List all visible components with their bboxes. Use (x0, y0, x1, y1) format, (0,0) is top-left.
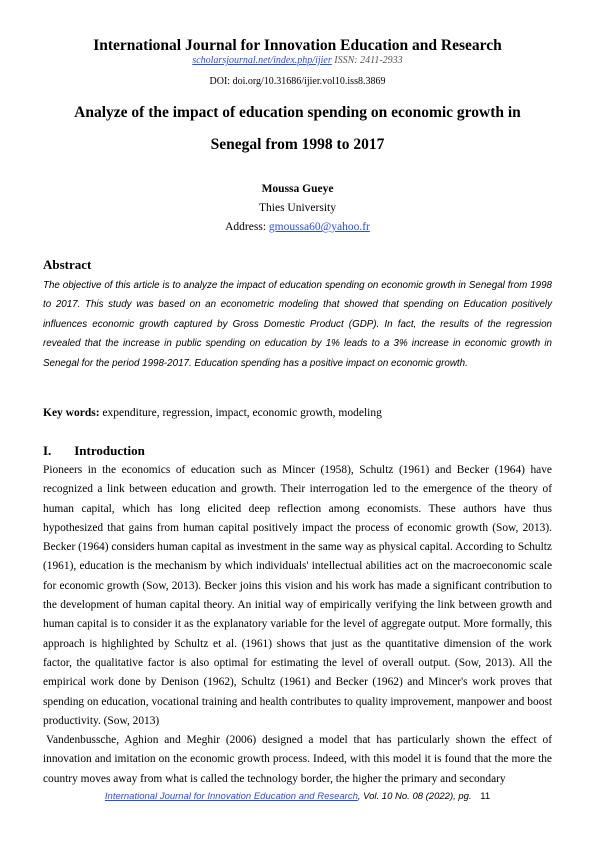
section-title: Introduction (74, 443, 145, 458)
journal-url-link[interactable]: scholarsjournal.net/index.php/ijier (192, 55, 332, 66)
section-body (43, 461, 552, 789)
journal-title: International Journal for Innovation Education and Research (93, 37, 502, 54)
keywords-label: Key words: (43, 407, 100, 419)
paragraph: Pioneers in the economics of education such as Mincer (1958), Schultz (1961) and Becker (1964) have recognized a link between education and growth. Their interrogation led to the emergence of the theory of human capital, which has long elicited deep reflection among economists. These authors have thus hypothesized that gains from human capital positively impact the process of economic growth (Sow, 2013). Becker (1964) considers human capital as investment in the same way as physical capital. According to Schultz (1961), education is the mechanism by which individuals' intellectual abilities act on the macroeconomic scale for economic growth (Sow, 2013). Becker joins this vision and his work has made a significant contribution to the development of human capital theory. An initial way of empirically verifying the link between growth and human capital is to consider it as the explanatory variable for the level of aggregate output. More formally, this approach is highlighted by Schultz et al. (1961) shows that just as the quantitative dimension of the work factor, the qualitative factor is also optimal for estimating the level of overall output. (Sow, 2013). All the empirical work done by Denison (1962), Schultz (1961) and Becker (1962) and Mincer's work proves that spending on education, vocational training and health contributes to quality improvement, manpower and boost productivity. (Sow, 2013) (43, 464, 552, 727)
author-affiliation: Thies University (259, 202, 336, 214)
page-number: 11 (480, 791, 491, 802)
author-name: Moussa Gueye (261, 183, 334, 195)
abstract-text: The objective of this article is to analyze the impact of education spending on economic growth in Senegal from 1998 to 2017. This study was based on an econometric modeling that showed that spending on Education positively influences economic growth captured by Gross Domestic Product (GDP). In fact, the results of the regression revealed that the increase in public spending on education by 1% leads to a 3% increase in economic growth in Senegal for the period 1998-2017. Education spending has a positive impact on economic growth. (43, 280, 552, 369)
paper-title-line1: Analyze of the impact of education spending on economic growth in (74, 104, 521, 121)
footer-journal-link[interactable]: International Journal for Innovation Education and Research (104, 791, 358, 802)
issn: ISSN: 2411-2933 (334, 55, 403, 66)
author-email-link[interactable]: gmoussa60@yahoo.fr (268, 221, 370, 233)
doi: DOI: doi.org/10.31686/ijier.vol10.iss8.3869 (209, 76, 386, 87)
section-number: I. (43, 443, 52, 458)
author-address (0, 221, 595, 233)
section-heading (43, 443, 145, 459)
page-footer (0, 791, 595, 802)
address-label: Address: (225, 221, 267, 233)
abstract-heading: Abstract (43, 257, 92, 272)
journal-url-line (0, 55, 595, 66)
paragraph: Vandenbussche, Aghion and Meghir (2006) designed a model that has particularly shown the effect of innovation and imitation on the economic growth process. Indeed, with this model it is found that the more the country moves away from what is called the technology border, the higher the primary and secondary (43, 734, 552, 785)
keywords (43, 407, 552, 419)
footer-citation: , Vol. 10 No. 08 (2022), pg. (357, 791, 472, 802)
keywords-text: expenditure, regression, impact, economic growth, modeling (102, 407, 382, 419)
paper-title-line2: Senegal from 1998 to 2017 (210, 136, 385, 153)
